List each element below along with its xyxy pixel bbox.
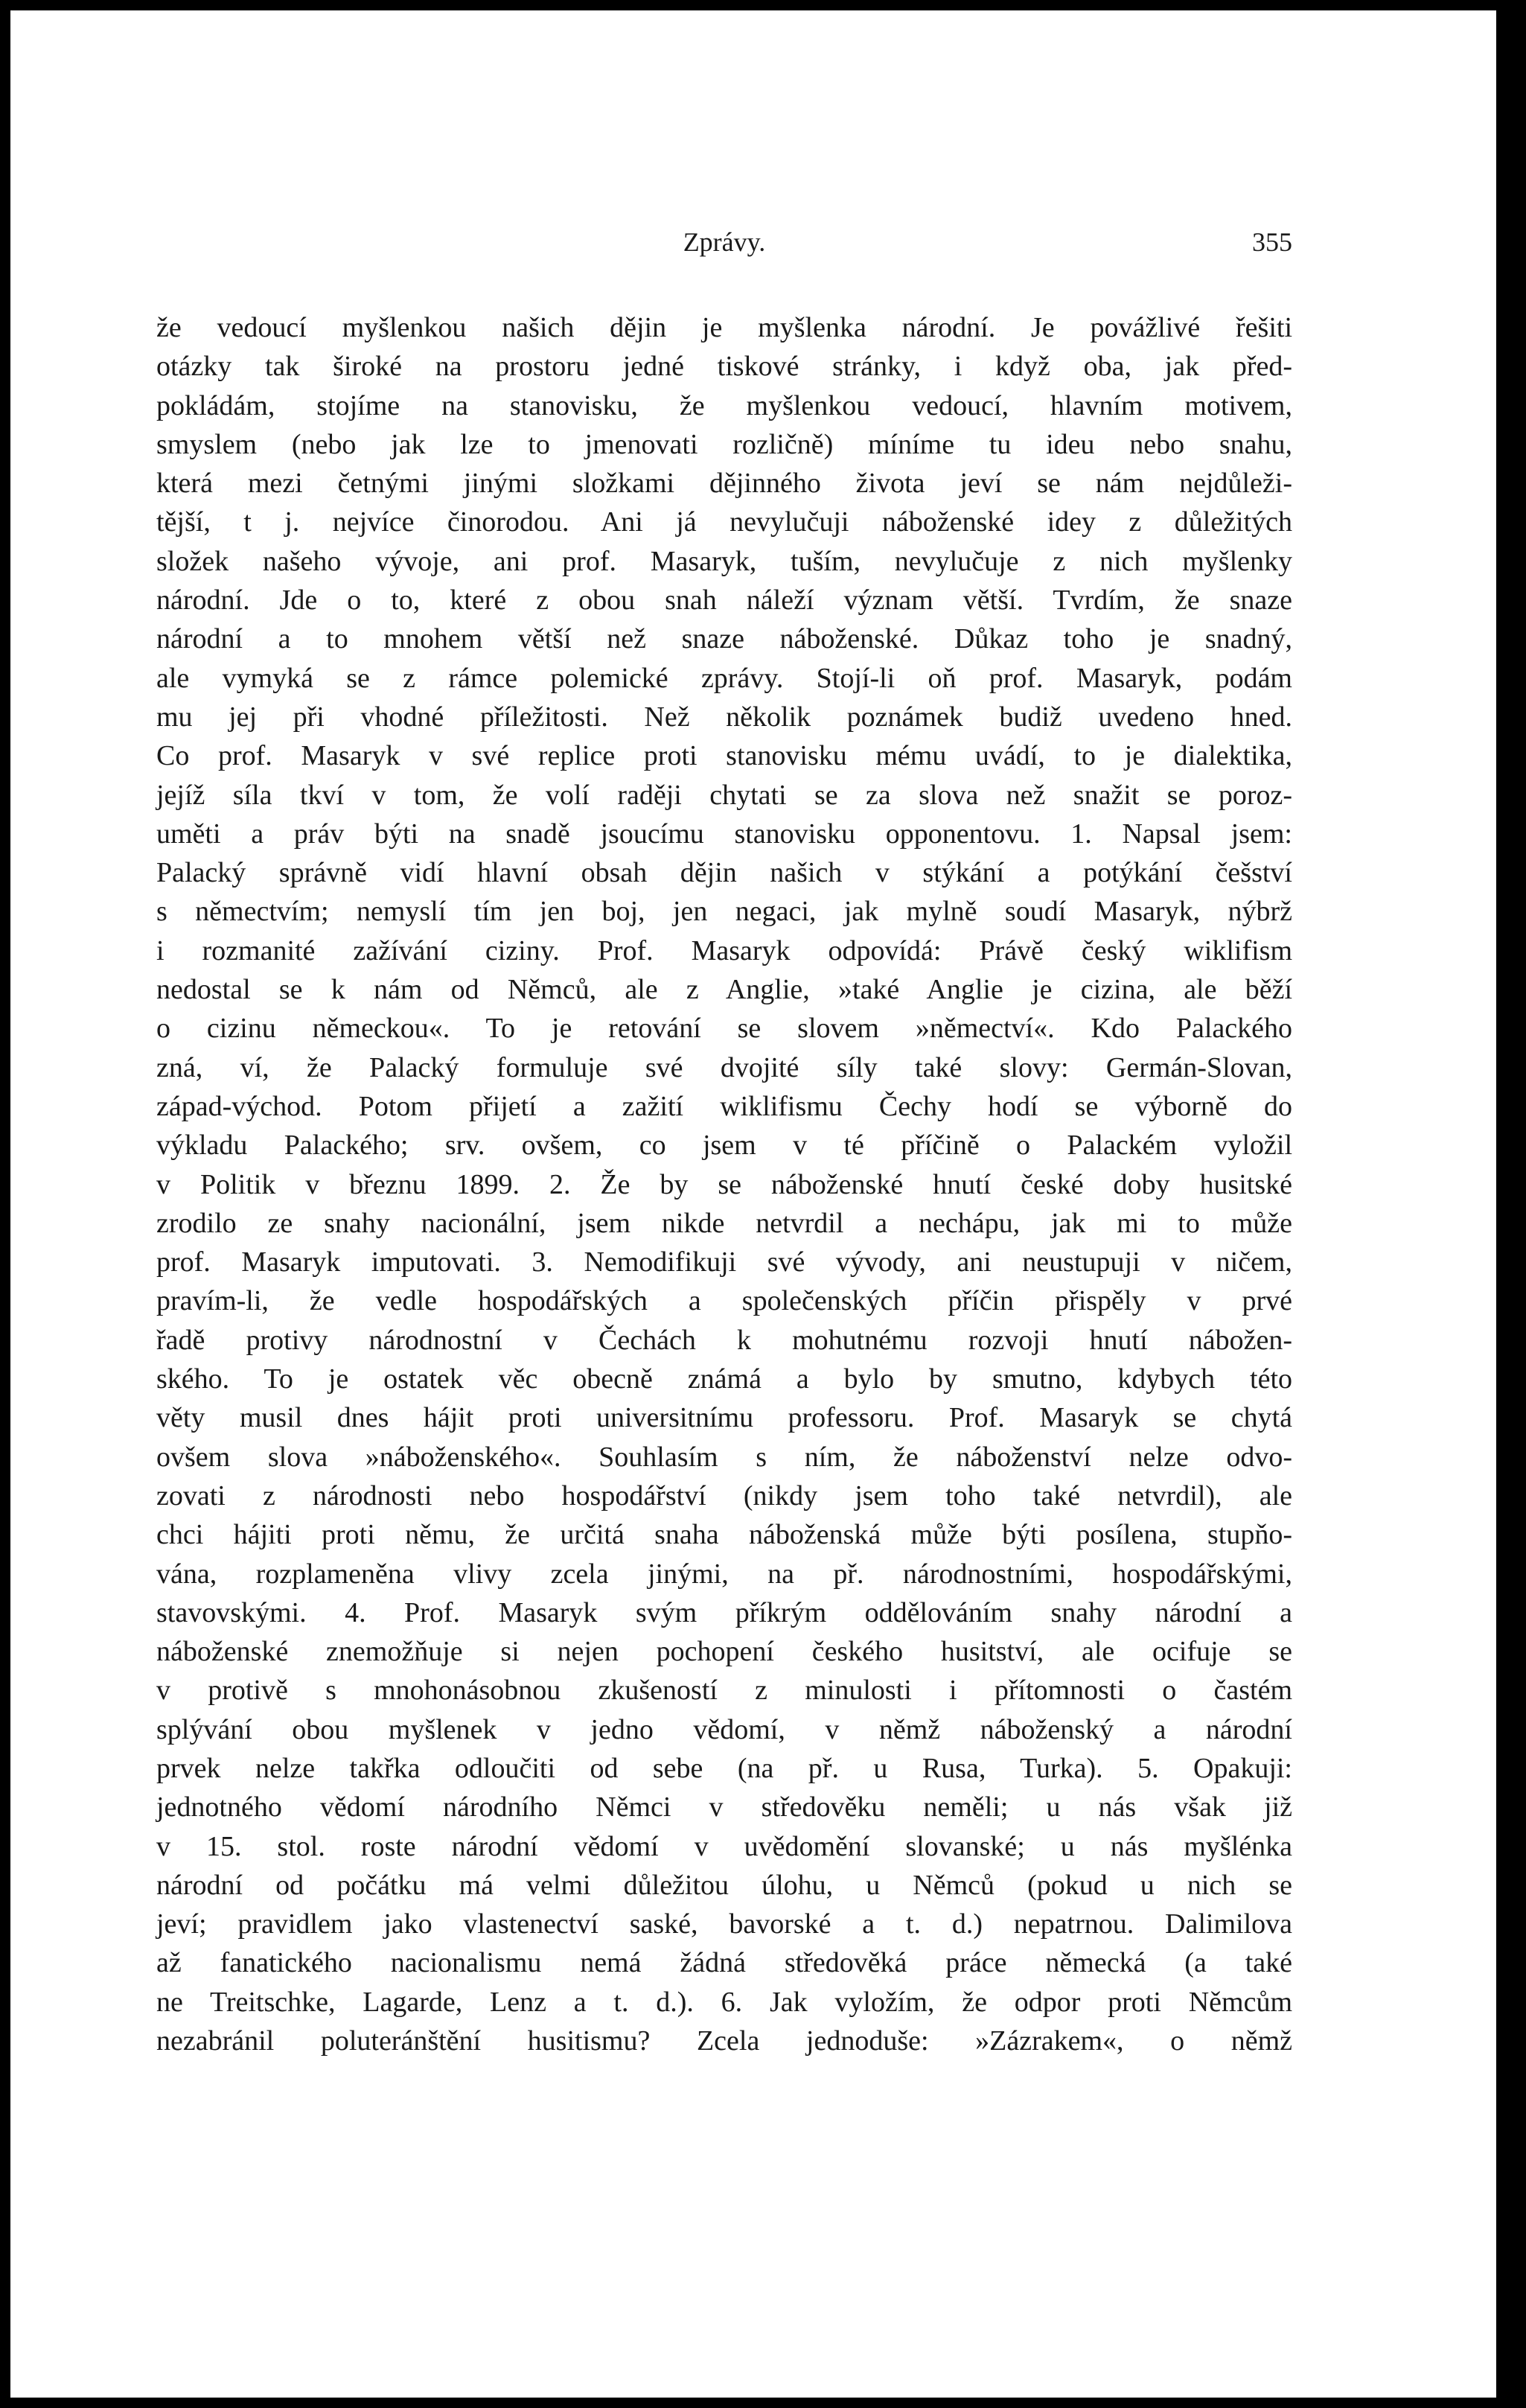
text-line: stavovskými. 4. Prof. Masaryk svým příkrým oddělováním snahy národní a bbox=[156, 1596, 1292, 1628]
text-line: v protivě s mnohonásobnou zkušeností z minulosti i přítomnosti o častém bbox=[156, 1675, 1292, 1707]
text-line: nedostal se k nám od Němců, ale z Anglie, »také Anglie je cizina, ale běží bbox=[156, 974, 1292, 1006]
text-line: s němectvím; nemyslí tím jen boj, jen negaci, jak mylně soudí Masaryk, nýbrž bbox=[156, 896, 1292, 928]
text-line: tější, t j. nejvíce činorodou. Ani já nevylučuji náboženské idey z důležitých bbox=[156, 506, 1292, 538]
text-line: vána, rozplameněna vlivy zcela jinými, na př. národnostními, hospodářskými, bbox=[156, 1558, 1292, 1590]
text-line: řadě protivy národnostní v Čechách k mohutnému rozvoji hnutí nábožen- bbox=[156, 1324, 1292, 1356]
text-line: náboženské znemožňuje si nejen pochopení českého husitství, ale ocifuje se bbox=[156, 1636, 1292, 1668]
text-line: Palacký správně vidí hlavní obsah dějin našich v stýkání a potýkání češství bbox=[156, 857, 1292, 889]
page-header bbox=[156, 226, 1292, 271]
text-line: chci hájiti proti němu, že určitá snaha náboženská může býti posílena, stupňo- bbox=[156, 1519, 1292, 1551]
text-line: prvek nelze takřka odloučiti od sebe (na př. u Rusa, Turka). 5. Opakuji: bbox=[156, 1752, 1292, 1784]
body-text bbox=[156, 308, 1292, 2060]
text-line: ského. To je ostatek věc obecně známá a bylo by smutno, kdybych této bbox=[156, 1363, 1292, 1395]
text-line: v Politik v březnu 1899. 2. Že by se náboženské hnutí české doby husitské bbox=[156, 1168, 1292, 1200]
text-line: jeví; pravidlem jako vlastenectví saské, bavorské a t. d.) nepatrnou. Dalimilova bbox=[156, 1908, 1292, 1940]
text-line: mu jej při vhodné příležitosti. Než několik poznámek budiž uvedeno hned. bbox=[156, 701, 1292, 733]
text-line: i rozmanité zažívání ciziny. Prof. Masaryk odpovídá: Právě český wiklifism bbox=[156, 934, 1292, 966]
text-line: složek našeho vývoje, ani prof. Masaryk, tuším, nevylučuje z nich myšlenky bbox=[156, 545, 1292, 577]
text-line: Co prof. Masaryk v své replice proti stanovisku mému uvádí, to je dialektika, bbox=[156, 740, 1292, 772]
page-number: 355 bbox=[1252, 227, 1292, 257]
text-line: až fanatického nacionalismu nemá žádná středověká práce německá (a také bbox=[156, 1947, 1292, 1979]
text-line: národní. Jde o to, které z obou snah náleží význam větší. Tvrdím, že snaze bbox=[156, 585, 1292, 617]
text-line: věty musil dnes hájit proti universitnímu professoru. Prof. Masaryk se chytá bbox=[156, 1402, 1292, 1434]
text-line: ovšem slova »náboženského«. Souhlasím s ním, že náboženství nelze odvo- bbox=[156, 1441, 1292, 1473]
text-line: v 15. stol. roste národní vědomí v uvědomění slovanské; u nás myšlénka bbox=[156, 1830, 1292, 1862]
text-line: jejíž síla tkví v tom, že volí raději chytati se za slova než snažit se poroz- bbox=[156, 779, 1292, 811]
text-line: jednotného vědomí národního Němci v středověku neměli; u nás však již bbox=[156, 1791, 1292, 1823]
text-line: západ-východ. Potom přijetí a zažití wiklifismu Čechy hodí se výborně do bbox=[156, 1090, 1292, 1122]
text-line: ale vymyká se z rámce polemické zprávy. Stojí-li oň prof. Masaryk, podám bbox=[156, 662, 1292, 694]
text-line: prof. Masaryk imputovati. 3. Nemodifikuji své vývody, ani neustupuji v ničem, bbox=[156, 1246, 1292, 1278]
text-line: výkladu Palackého; srv. ovšem, co jsem v té příčině o Palackém vyložil bbox=[156, 1130, 1292, 1162]
text-line: zrodilo ze snahy nacionální, jsem nikde netvrdil a nechápu, jak mi to může bbox=[156, 1207, 1292, 1239]
text-line: národní od počátku má velmi důležitou úlohu, u Němců (pokud u nich se bbox=[156, 1869, 1292, 1901]
text-line: pokládám, stojíme na stanovisku, že myšlenkou vedoucí, hlavním motivem, bbox=[156, 389, 1292, 421]
text-line: zovati z národnosti nebo hospodářství (nikdy jsem toho také netvrdil), ale bbox=[156, 1479, 1292, 1512]
text-line: která mezi četnými jinými složkami dějinného života jeví se nám nejdůleži- bbox=[156, 468, 1292, 500]
text-line: uměti a práv býti na snadě jsoucímu stanovisku opponentovu. 1. Napsal jsem: bbox=[156, 818, 1292, 850]
text-line: ne Treitschke, Lagarde, Lenz a t. d.). 6. Jak vyložím, že odpor proti Němcům bbox=[156, 1986, 1292, 2018]
text-line: zná, ví, že Palacký formuluje své dvojité síly také slovy: Germán-Slovan, bbox=[156, 1051, 1292, 1083]
text-line: nezabránil poluteránštění husitismu? Zcela jednoduše: »Zázrakem«, o němž bbox=[156, 2025, 1292, 2057]
text-line: smyslem (nebo jak lze to jmenovati rozličně) míníme tu ideu nebo snahu, bbox=[156, 428, 1292, 460]
text-line: otázky tak široké na prostoru jedné tiskové stránky, i když oba, jak před- bbox=[156, 351, 1292, 383]
text-line: národní a to mnohem větší než snaze náboženské. Důkaz toho je snadný, bbox=[156, 623, 1292, 655]
page bbox=[10, 10, 1496, 2398]
running-title: Zprávy. bbox=[683, 227, 766, 257]
text-line: že vedoucí myšlenkou našich dějin je myšlenka národní. Je povážlivé řešiti bbox=[156, 312, 1292, 343]
text-line: pravím-li, že vedle hospodářských a společenských příčin přispěly v prvé bbox=[156, 1285, 1292, 1317]
text-line: o cizinu německou«. To je retování se slovem »němectví«. Kdo Palackého bbox=[156, 1013, 1292, 1045]
text-line: splývání obou myšlenek v jedno vědomí, v němž náboženský a národní bbox=[156, 1713, 1292, 1745]
